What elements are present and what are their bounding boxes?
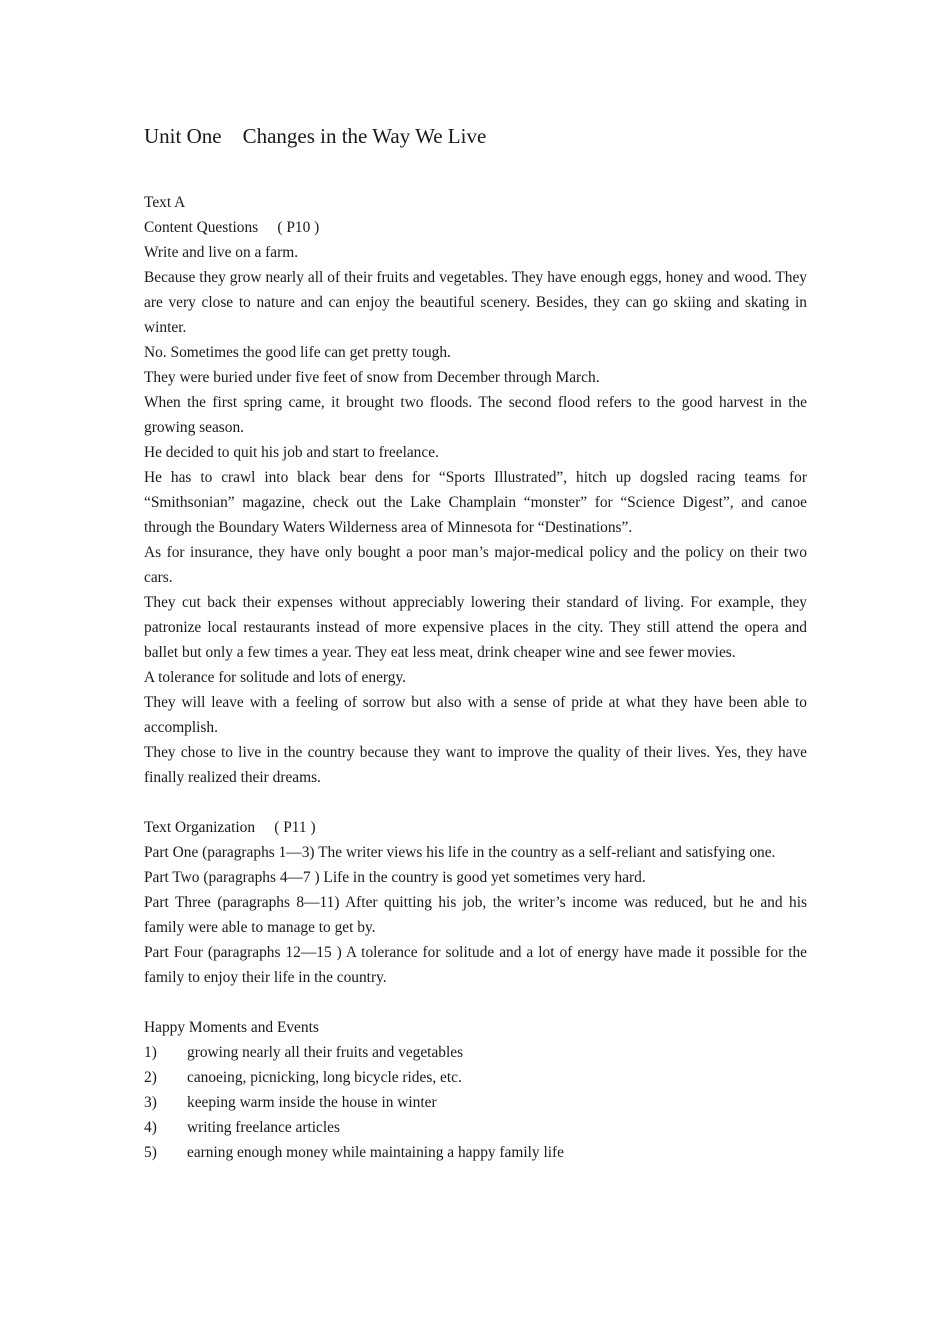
- answer-5: When the first spring came, it brought two floods. The second flood refers to the good harvest in the growing season.: [144, 394, 807, 436]
- list-text: earning enough money while maintaining a happy family life: [187, 1144, 564, 1161]
- list-item: [144, 1065, 807, 1090]
- section-spacer: [144, 990, 807, 1015]
- list-number: 1): [144, 1044, 157, 1061]
- answer-1: Write and live on a farm.: [144, 244, 299, 261]
- answer-11: They will leave with a feeling of sorrow but also with a sense of pride at what they have been able to accomplish.: [144, 694, 807, 736]
- list-item: [144, 1090, 807, 1115]
- happy-moments-heading: Happy Moments and Events: [144, 1019, 319, 1036]
- section-spacer: [144, 790, 807, 815]
- list-text: growing nearly all their fruits and vegetables: [187, 1044, 464, 1061]
- list-number: 2): [144, 1069, 157, 1086]
- text-a-heading: Text A: [144, 194, 186, 211]
- list-item: [144, 1140, 807, 1165]
- document-body: [144, 190, 807, 1165]
- part-three: Part Three (paragraphs 8—11) After quitting his job, the writer’s income was reduced, but he and his family were able to manage to get by.: [144, 894, 807, 936]
- answer-10: A tolerance for solitude and lots of energy.: [144, 669, 406, 686]
- answer-6: He decided to quit his job and start to freelance.: [144, 444, 439, 461]
- answer-9: They cut back their expenses without appreciably lowering their standard of living. For example, they patronize local restaurants instead of more expensive places in the city. They still attend the opera and ballet but only a few times a year. They eat less meat, drink cheaper wine and see fewer movies.: [144, 594, 807, 661]
- answer-8: As for insurance, they have only bought a poor man’s major-medical policy and the policy on their two cars.: [144, 544, 807, 586]
- answer-2: Because they grow nearly all of their fruits and vegetables. They have enough eggs, honey and wood. They are very close to nature and can enjoy the beautiful scenery. Besides, they can go skiing and skating in winter.: [144, 269, 807, 336]
- text-organization-heading: Text Organization ( P11 ): [144, 819, 316, 836]
- list-text: keeping warm inside the house in winter: [187, 1094, 437, 1111]
- page-title: Unit One Changes in the Way We Live: [144, 124, 487, 148]
- list-item: [144, 1040, 807, 1065]
- answer-3: No. Sometimes the good life can get pretty tough.: [144, 344, 451, 361]
- list-number: 3): [144, 1094, 157, 1111]
- part-two: Part Two (paragraphs 4—7 ) Life in the country is good yet sometimes very hard.: [144, 869, 646, 886]
- list-number: 5): [144, 1144, 157, 1161]
- answer-4: They were buried under five feet of snow from December through March.: [144, 369, 600, 386]
- list-number: 4): [144, 1119, 157, 1136]
- list-text: writing freelance articles: [187, 1119, 340, 1136]
- part-four: Part Four (paragraphs 12—15 ) A tolerance for solitude and a lot of energy have made it possible for the family to enjoy their life in the country.: [144, 944, 807, 986]
- answer-12: They chose to live in the country because they want to improve the quality of their lives. Yes, they have finally realized their dreams.: [144, 744, 807, 786]
- list-text: canoeing, picnicking, long bicycle rides, etc.: [187, 1069, 462, 1086]
- answer-7: He has to crawl into black bear dens for “Sports Illustrated”, hitch up dogsled racing teams for “Smithsonian” magazine, check out the Lake Champlain “monster” for “Science Digest”, and canoe through the Boundary Waters Wilderness area of Minnesota for “Destinations”.: [144, 469, 807, 536]
- content-questions-heading: Content Questions ( P10 ): [144, 219, 320, 236]
- list-item: [144, 1115, 807, 1140]
- part-one: Part One (paragraphs 1—3) The writer views his life in the country as a self-reliant and satisfying one.: [144, 844, 776, 861]
